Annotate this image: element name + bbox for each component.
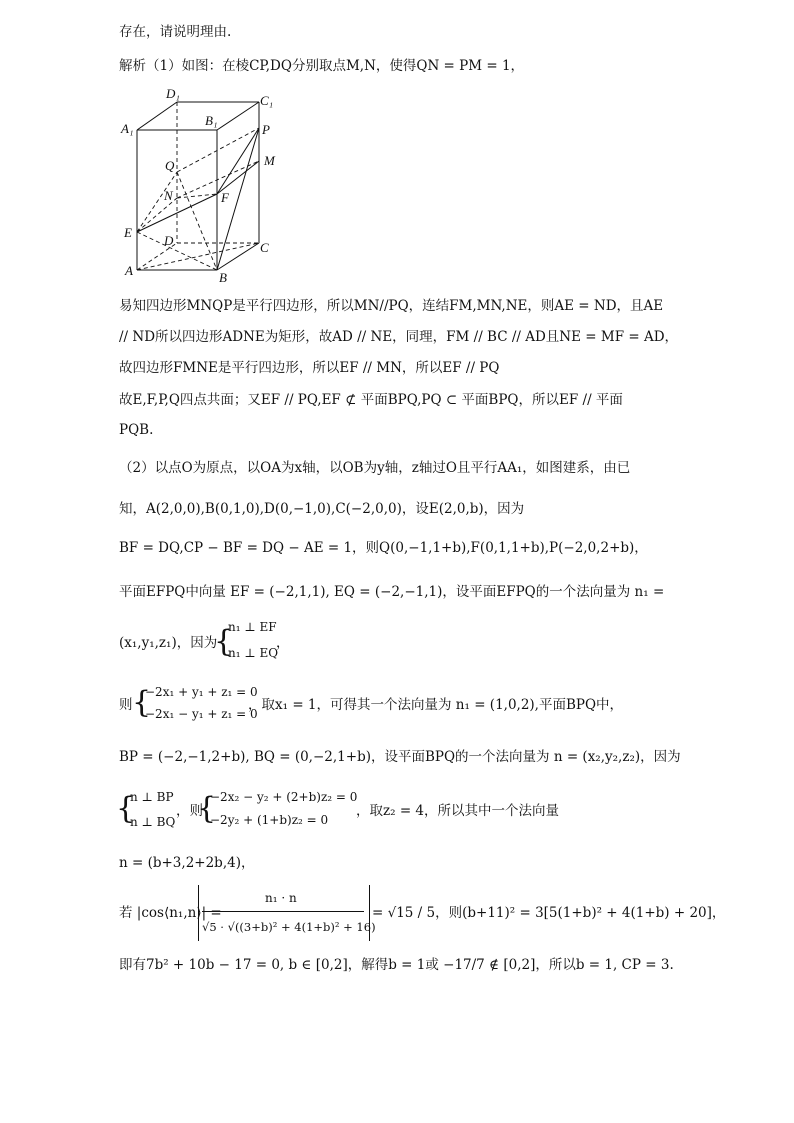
line-31: 即有7b² + 10b − 17 = 0, b ∈ [0,2]，解得b = 1或 −17/7 ∉ [0,2]，所以b = 1, CP = 3. bbox=[119, 957, 674, 973]
label-A: A bbox=[125, 263, 133, 278]
line-19: BP = (−2,−1,2+b), BQ = (0,−2,1+b)，设平面BPQ的一个法向量为 n = (x₂,y₂,z₂)，因为 bbox=[119, 749, 681, 765]
fraction-numerator: n₁ · n bbox=[265, 891, 297, 905]
label-Q: Q bbox=[165, 158, 175, 173]
geometry-figure bbox=[118, 84, 288, 284]
line-15: 则 bbox=[119, 697, 133, 713]
label-P: P bbox=[262, 122, 270, 137]
line-6: PQB. bbox=[119, 422, 154, 438]
line-2: 易知四边形MNQP是平行四边形，所以MN//PQ，连结FM,MN,NE，则AE = ND，且AE bbox=[119, 298, 664, 314]
fraction-denominator: √5 · √((3+b)² + 4(1+b)² + 16) bbox=[202, 920, 376, 934]
label-B1: B₁ bbox=[205, 113, 218, 128]
brace-4: { bbox=[197, 791, 217, 826]
system-4-row-1: −2x₂ − y₂ + (2+b)z₂ = 0 bbox=[210, 790, 358, 804]
line-1: 解析（1）如图：在棱CP,DQ分别取点M,N，使得QN = PM = 1， bbox=[119, 58, 525, 74]
system-2-row-1: −2x₁ + y₁ + z₁ = 0 bbox=[145, 685, 258, 699]
label-E: E bbox=[124, 225, 132, 240]
label-F: F bbox=[221, 190, 229, 205]
line-3: // ND所以四边形ADNE为矩形，故AD // NE，同理，FM // BC // AD且NE = MF = AD， bbox=[119, 329, 679, 345]
brace-1: { bbox=[214, 624, 234, 659]
line-4: 故四边形FMNE是平行四边形，所以EF // MN，所以EF // PQ bbox=[119, 360, 500, 376]
line-7: （2）以点O为原点，以OA为x轴，以OB为y轴，z轴过O且平行AA₁，如图建系，由已 bbox=[119, 460, 631, 476]
label-B: B bbox=[219, 270, 227, 284]
line-9: BF = DQ,CP − BF = DQ − AE = 1，则Q(0,−1,1+b),F(0,1,1+b),P(−2,0,2+b)， bbox=[119, 540, 648, 556]
line-27: 若 |cos⟨n₁,n⟩| = bbox=[119, 905, 222, 921]
brace-3: { bbox=[116, 791, 136, 826]
line-18: ，取x₁ = 1，可得其一个法向量为 n₁ = (1,0,2),平面BPQ中， bbox=[248, 697, 624, 713]
line-8: 知，A(2,0,0),B(0,1,0),D(0,−1,0),C(−2,0,0)，设E(2,0,b)，因为 bbox=[119, 501, 525, 517]
line-26: n = (b+3,2+2b,4)， bbox=[119, 855, 255, 871]
label-A1: A₁ bbox=[121, 121, 134, 136]
line-5: 故E,F,P,Q四点共面；又EF // PQ,EF ⊄ 平面BPQ,PQ ⊂ 平面BPQ，所以EF // 平面 bbox=[119, 392, 623, 408]
system-1-tail: ， bbox=[276, 635, 290, 651]
label-D1: D₁ bbox=[166, 86, 180, 101]
system-1-row-1: n₁ ⊥ EF bbox=[228, 620, 277, 634]
label-M: M bbox=[264, 153, 275, 168]
system-2-row-2: −2x₁ − y₁ + z₁ = 0 bbox=[145, 707, 258, 721]
line-30: = √15 / 5，则(b+11)² = 3[5(1+b)² + 4(1+b) + 20]， bbox=[372, 905, 726, 921]
line-25: ，取z₂ = 4，所以其中一个法向量 bbox=[356, 803, 560, 819]
system-4-row-2: −2y₂ + (1+b)z₂ = 0 bbox=[210, 813, 329, 827]
line-10: 平面EFPQ中向量 EF = (−2,1,1), EQ = (−2,−1,1)，设平面EFPQ的一个法向量为 n₁ = bbox=[119, 584, 665, 600]
label-C1: C₁ bbox=[260, 93, 274, 108]
system-3-row-2: n ⊥ BQ bbox=[130, 815, 176, 829]
system-3-row-1: n ⊥ BP bbox=[130, 790, 174, 804]
label-N: N bbox=[164, 188, 173, 203]
system-3-tail: ，则 bbox=[176, 803, 203, 819]
brace-2: { bbox=[132, 685, 152, 720]
system-1-row-2: n₁ ⊥ EQ bbox=[228, 646, 279, 660]
label-C: C bbox=[260, 240, 269, 255]
label-D: D bbox=[164, 233, 174, 248]
line-11: (x₁,y₁,z₁)，因为 bbox=[119, 635, 218, 651]
line-0: 存在，请说明理由. bbox=[119, 24, 232, 40]
fraction-bar bbox=[202, 911, 364, 912]
